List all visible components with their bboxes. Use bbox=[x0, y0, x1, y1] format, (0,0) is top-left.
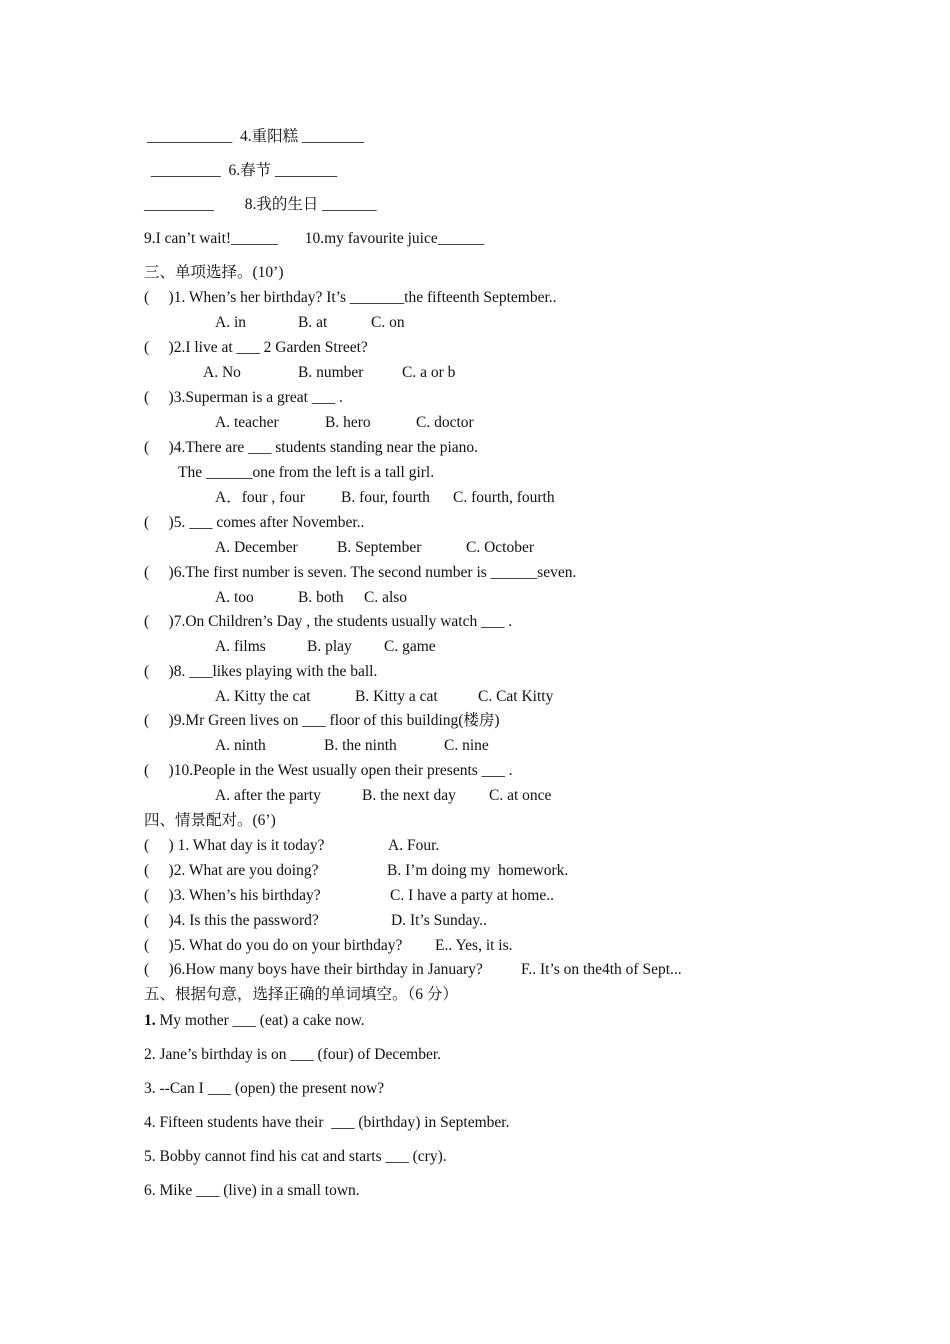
option-b: B. play bbox=[307, 638, 352, 655]
fill-item-5: 5. Bobby cannot find his cat and starts ___ (cry). bbox=[144, 1148, 447, 1165]
question-2: ( )2.I live at ___ 2 Garden Street? bbox=[144, 339, 368, 356]
match-question-1: ( ) 1. What day is it today? bbox=[144, 837, 325, 854]
option-c: C. October bbox=[466, 539, 535, 556]
question-3: ( )3.Superman is a great ___ . bbox=[144, 389, 343, 406]
option-c: C. nine bbox=[444, 737, 489, 754]
match-answer-c: C. I have a party at home.. bbox=[390, 887, 554, 904]
translate-line-8: _________ 8.我的生日 _______ bbox=[144, 196, 377, 213]
question-9: ( )9.Mr Green lives on ___ floor of this building(楼房) bbox=[144, 712, 500, 729]
option-a: A. films bbox=[215, 638, 266, 655]
option-b: B. hero bbox=[325, 414, 371, 431]
option-b: B. September bbox=[337, 539, 422, 556]
option-c: C. on bbox=[371, 314, 405, 331]
option-b: B. at bbox=[298, 314, 328, 331]
option-c: C. fourth, fourth bbox=[453, 489, 555, 506]
option-b: B. the ninth bbox=[324, 737, 397, 754]
section4-heading: 四、情景配对。(6’) bbox=[144, 812, 276, 829]
fill-item-2: 2. Jane’s birthday is on ___ (four) of December. bbox=[144, 1046, 442, 1063]
question-8: ( )8. ___likes playing with the ball. bbox=[144, 663, 378, 680]
fill-item-1-number: 1. bbox=[144, 1012, 156, 1029]
match-answer-e: E.. Yes, it is. bbox=[435, 937, 513, 954]
option-a: A. December bbox=[215, 539, 298, 556]
fill-item-1-text: My mother ___ (eat) a cake now. bbox=[155, 1012, 365, 1029]
translate-line-6: _________ 6.春节 ________ bbox=[151, 162, 338, 179]
translate-line-4: ___________ 4.重阳糕 ________ bbox=[147, 128, 365, 145]
fill-item-1 bbox=[144, 1011, 365, 1031]
option-a: A. No bbox=[203, 364, 241, 381]
option-a: A. teacher bbox=[215, 414, 279, 431]
match-question-2: ( )2. What are you doing? bbox=[144, 862, 319, 879]
option-b: B. Kitty a cat bbox=[355, 688, 438, 705]
question-4-line2: The ______one from the left is a tall girl. bbox=[178, 464, 435, 481]
match-question-6: ( )6.How many boys have their birthday in January? bbox=[144, 961, 483, 978]
option-c: C. a or b bbox=[402, 364, 456, 381]
question-6: ( )6.The first number is seven. The second number is ______seven. bbox=[144, 564, 577, 581]
question-4: ( )4.There are ___ students standing near the piano. bbox=[144, 439, 479, 456]
option-a: A. ninth bbox=[215, 737, 266, 754]
translate-line-9-10: 9.I can’t wait!______ 10.my favourite juice______ bbox=[144, 230, 485, 247]
option-c: C. at once bbox=[489, 787, 552, 804]
option-b: B. four, fourth bbox=[341, 489, 430, 506]
match-question-4: ( )4. Is this the password? bbox=[144, 912, 319, 929]
question-5: ( )5. ___ comes after November.. bbox=[144, 514, 365, 531]
option-b: B. number bbox=[298, 364, 364, 381]
option-c: C. doctor bbox=[416, 414, 474, 431]
match-answer-d: D. It’s Sunday.. bbox=[391, 912, 487, 929]
question-1: ( )1. When’s her birthday? It’s _______the fifteenth September.. bbox=[144, 289, 557, 306]
question-7: ( )7.On Children’s Day , the students usually watch ___ . bbox=[144, 613, 513, 630]
option-b: B. the next day bbox=[362, 787, 456, 804]
match-answer-b: B. I’m doing my homework. bbox=[387, 862, 569, 879]
question-10: ( )10.People in the West usually open their presents ___ . bbox=[144, 762, 513, 779]
match-question-3: ( )3. When’s his birthday? bbox=[144, 887, 321, 904]
option-a: A. after the party bbox=[215, 787, 321, 804]
option-a: A．four , four bbox=[215, 489, 305, 506]
option-a: A. in bbox=[215, 314, 246, 331]
fill-item-3: 3. --Can I ___ (open) the present now? bbox=[144, 1080, 385, 1097]
fill-item-6: 6. Mike ___ (live) in a small town. bbox=[144, 1182, 360, 1199]
section5-heading: 五、根据句意，选择正确的单词填空。（6 分） bbox=[144, 986, 458, 1003]
fill-item-4: 4. Fifteen students have their ___ (birthday) in September. bbox=[144, 1114, 510, 1131]
option-c: C. game bbox=[384, 638, 436, 655]
option-b: B. both bbox=[298, 589, 344, 606]
option-a: A. Kitty the cat bbox=[215, 688, 311, 705]
match-answer-a: A. Four. bbox=[388, 837, 440, 854]
option-a: A. too bbox=[215, 589, 254, 606]
section3-heading: 三、单项选择。(10’) bbox=[144, 264, 284, 281]
match-question-5: ( )5. What do you do on your birthday? bbox=[144, 937, 403, 954]
match-answer-f: F.. It’s on the4th of Sept... bbox=[521, 961, 682, 978]
option-c: C. Cat Kitty bbox=[478, 688, 554, 705]
option-c: C. also bbox=[364, 589, 408, 606]
